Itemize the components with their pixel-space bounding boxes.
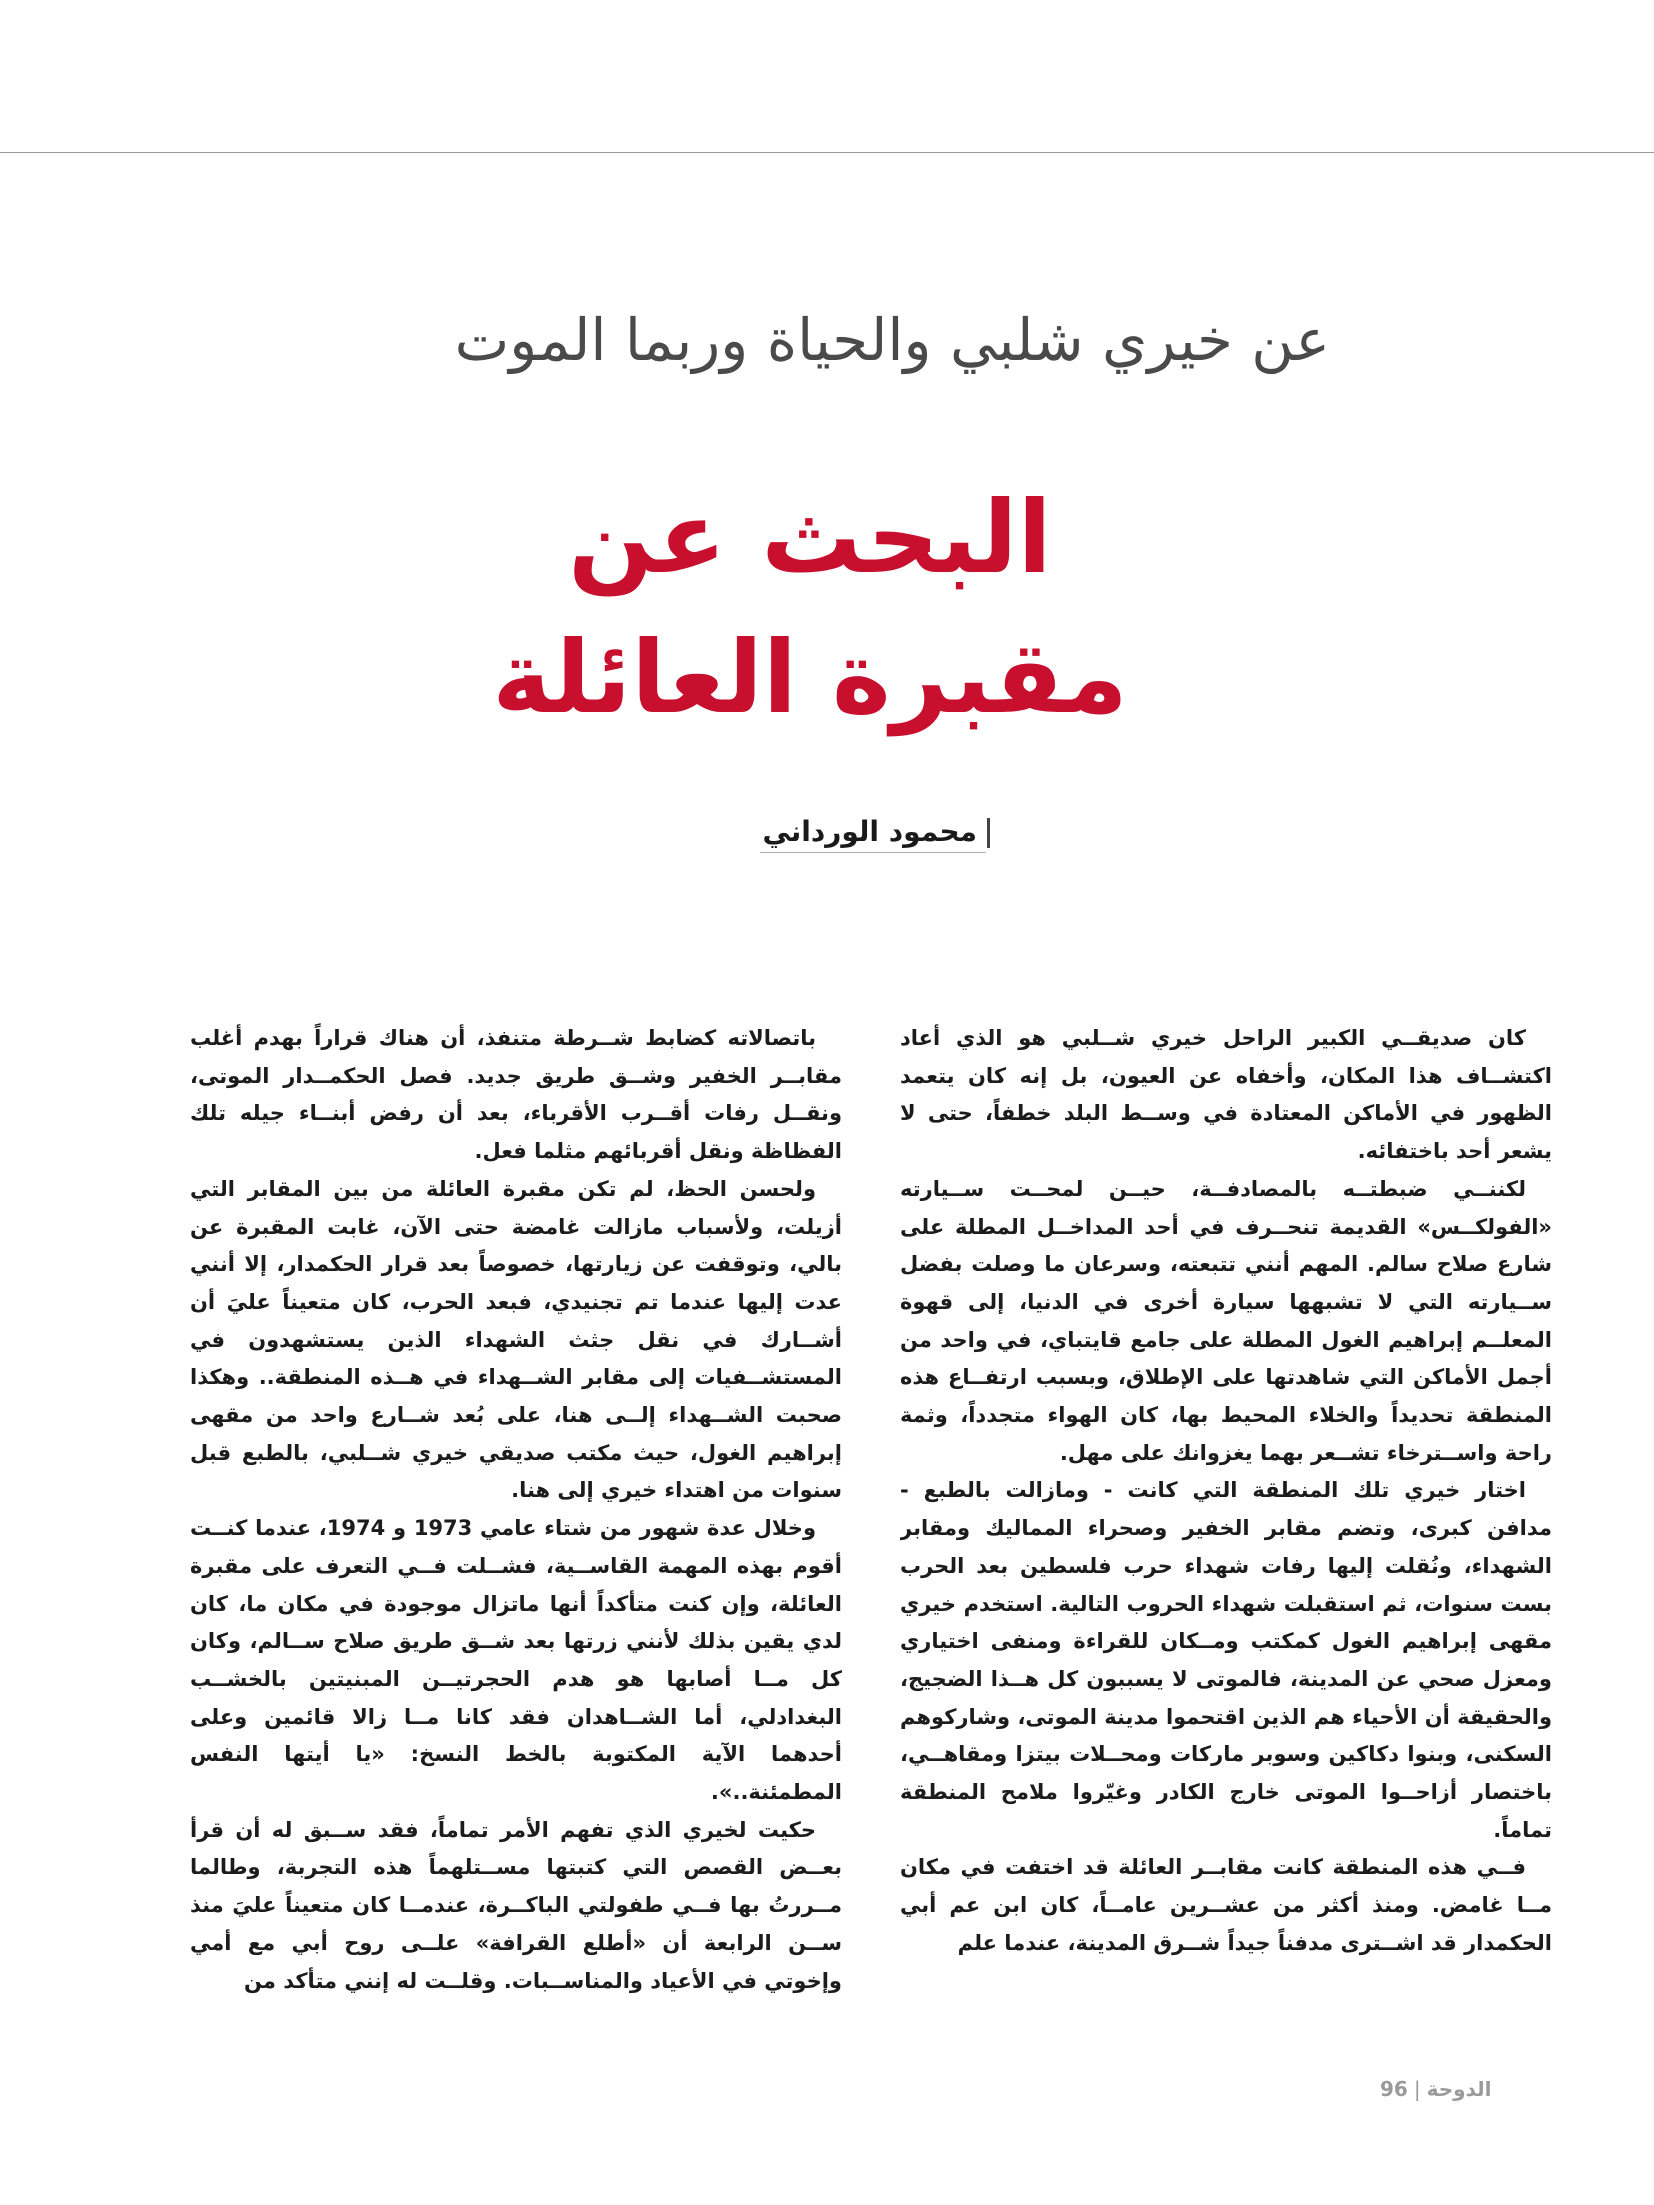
paragraph: باتصالاته كضابط شــرطة متنفذ، أن هناك قراراً بهدم أغلب مقابــر الخفير وشــق طريق جديد. فصل الحكمــدار الموتى، ونقــل رفات أقــرب الأقرباء، بعد أن رفض أبنــاء جيله تلك الفظاظة ونقل أقربائهم مثلما فعل.	[190, 1026, 842, 1164]
paragraph: اختار خيري تلك المنطقة التي كانت - ومازالت بالطبع - مدافن كبرى، وتضم مقابر الخفير وصحراء المماليك ومقابر الشهداء، ونُقلت إليها رفات شهداء حرب فلسطين بعد الحرب بست سنوات، ثم استقبلت شهداء الحروب التالية. استخدم خيري مقهى إبراهيم الغول كمكتب ومــكان للقراءة ومنفى اختياري ومعزل صحي عن المدينة، فالموتى لا يسببون كل هــذا الضجيج، والحقيقة أن الأحياء هم الذين اقتحموا مدينة الموتى، وشاركوهم السكنى، وبنوا دكاكين وسوبر ماركات ومحــلات بيتزا ومقاهــي، باختصار أزاحــوا الموتى خارج الكادر وغيّروا ملامح المنطقة تماماً.	[900, 1478, 1552, 1842]
title-line-1: البحث عن	[568, 479, 1052, 596]
byline-bar	[987, 818, 990, 848]
author-byline	[600, 812, 990, 852]
footer-separator: |	[1413, 2077, 1421, 2101]
magazine-name: الدوحة	[1426, 2077, 1492, 2101]
paragraph: ولحسن الحظ، لم تكن مقبرة العائلة من بين المقابر التي أزيلت، ولأسباب مازالت غامضة حتى الآن، غابت المقبرة عن بالي، وتوقفت عن زيارتها، خصوصاً بعد قرار الحكمدار، إلا أنني عدت إليها عندما تم تجنيدي، فبعد الحرب، كان متعيناً عليَ أن أشــارك في نقل جثث الشهداء الذين يستشهدون في المستشــفيات إلى مقابر الشــهداء في هــذه المنطقة.. وهكذا صحبت الشــهداء إلــى هنا، على بُعد شــارع واحد من مقهى إبراهيم الغول، حيث مكتب صديقي خيري شــلبي، بالطبع قبل سنوات من اهتداء خيري إلى هنا.	[190, 1176, 842, 1503]
article-title	[400, 468, 1220, 748]
author-name: محمود الورداني	[762, 815, 977, 848]
paragraph: حكيت لخيري الذي تفهم الأمر تماماً، فقد ســبق له أن قرأ بعــض القصص التي كتبتها مســتلهماً هذه التجربة، وطالما مــررتُ بها فــي طفولتي الباكــرة، عندمــا كان متعيناً عليَ منذ ســن الرابعة أن «أطلع القرافة» علــى روح أبي مع أمي وإخوتي في الأعياد والمناســبات. وقلــت له إنني متأكد من	[190, 1817, 842, 1993]
paragraph: وخلال عدة شهور من شتاء عامي 1973 و 1974، عندما كنــت أقوم بهذه المهمة القاســية، فشــلت فــي التعرف على مقبرة العائلة، وإن كنت متأكداً أنها ماتزال موجودة في مكان ما، كان لدي يقين بذلك لأنني زرتها بعد شــق طريق صلاح ســالم، وكان كل مــا أصابها هو هدم الحجرتيــن المبنيتين بالخشــب البغدادلي، أما الشــاهدان فقد كانا مــا زالا قائمين وعلى أحدهما الآية المكتوبة بالخط النسخ: «يا أيتها النفس المطمئنة..».	[190, 1516, 842, 1805]
paragraph: لكننــي ضبطتــه بالمصادفــة، حيــن لمحــت ســيارته «الفولكــس» القديمة تنحــرف في أحد المداخــل المطلة على شارع صلاح سالم. المهم أنني تتبعته، وسرعان ما وصلت بفضل ســيارته التي لا تشبهها سيارة أخرى في الدنيا، إلى قهوة المعلــم إبراهيم الغول المطلة على جامع قايتباي، في واحد من أجمل الأماكن التي شاهدتها على الإطلاق، وبسبب ارتفــاع هذه المنطقة تحديداً والخلاء المحيط بها، كان الهواء متجدداً، وثمة راحة واســترخاء تشــعر بهما يغزوانك على مهل.	[900, 1176, 1552, 1465]
title-line-2: مقبرة العائلة	[492, 619, 1128, 736]
paragraph: كان صديقــي الكبير الراحل خيري شــلبي هو الذي أعاد اكتشــاف هذا المكان، وأخفاه عن العيون، بل إنه كان يتعمد الظهور في الأماكن المعتادة في وســط البلد خطفاً، حتى لا يشعر أحد باختفائه.	[900, 1026, 1552, 1164]
body-column-right	[900, 1020, 1552, 2036]
body-column-left	[190, 1020, 842, 2036]
page-number: 96	[1380, 2077, 1408, 2101]
paragraph: فــي هذه المنطقة كانت مقابــر العائلة قد اختفت في مكان مــا غامض. ومنذ أكثر من عشــرين عامــاً، كان ابن عم أبي الحكمدار قد اشــترى مدفناً جيداً شــرق المدينة، عندما علم	[900, 1855, 1552, 1955]
top-rule	[0, 152, 1654, 153]
byline-rule	[760, 852, 986, 853]
article-kicker: عن خيري شلبي والحياة وربما الموت	[454, 306, 1330, 374]
page-footer	[1380, 2074, 1530, 2104]
